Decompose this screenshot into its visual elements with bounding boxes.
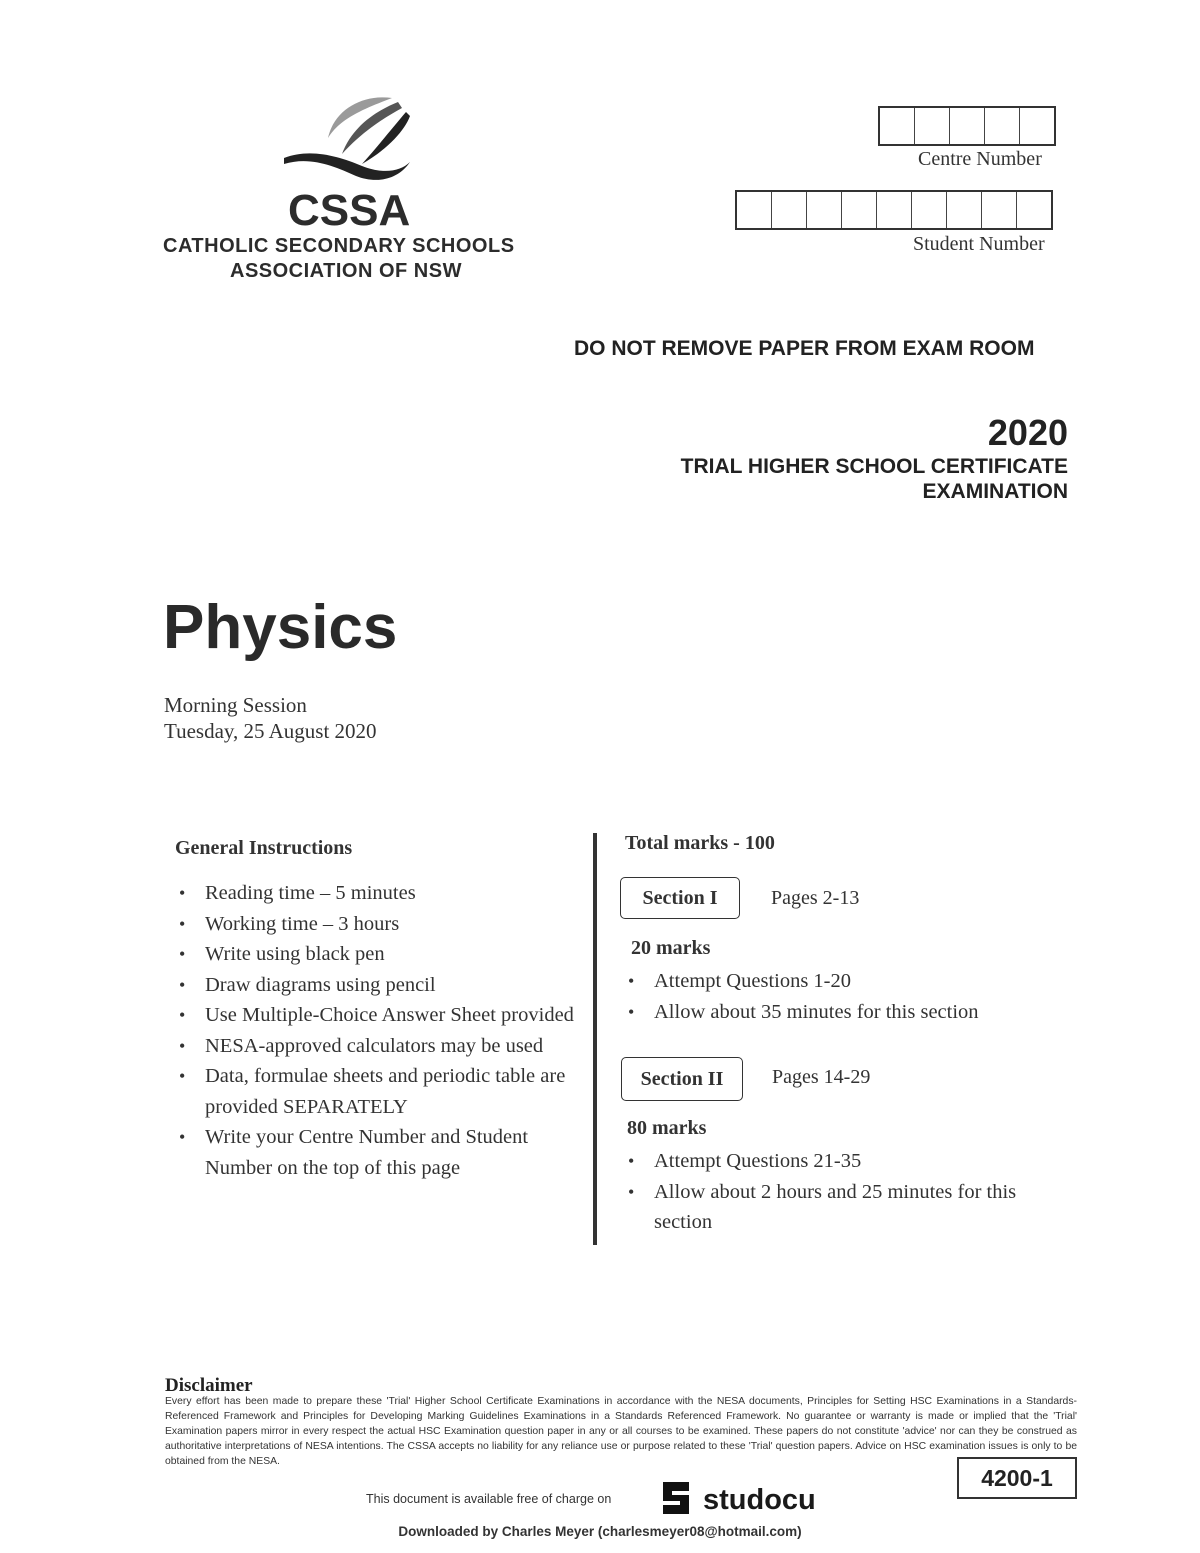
- centre-number-digit[interactable]: [950, 108, 985, 144]
- instruction-item: • Draw diagrams using pencil: [175, 970, 585, 1001]
- section-instruction-item: • Attempt Questions 21-35: [624, 1146, 1054, 1177]
- instruction-item: • NESA-approved calculators may be used: [175, 1031, 585, 1062]
- column-divider: [593, 833, 597, 1245]
- cssa-logo-icon: [282, 92, 414, 192]
- centre-number-digit[interactable]: [880, 108, 915, 144]
- org-abbreviation: CSSA: [288, 186, 411, 235]
- instruction-item: • Write using black pen: [175, 939, 585, 970]
- student-number-digit[interactable]: [982, 192, 1017, 228]
- section-1-marks: 20 marks: [631, 937, 711, 959]
- section-1-label: Section I: [620, 877, 740, 919]
- student-number-digit[interactable]: [912, 192, 947, 228]
- section-instruction-item: • Allow about 35 minutes for this section: [624, 997, 1044, 1028]
- section-2-label: Section II: [621, 1057, 743, 1101]
- download-attribution: Downloaded by Charles Meyer (charlesmeyer08@hotmail.com): [398, 1524, 802, 1539]
- instruction-item: • Reading time – 5 minutes: [175, 878, 585, 909]
- student-number-boxes[interactable]: [735, 190, 1053, 230]
- centre-number-digit[interactable]: [1020, 108, 1054, 144]
- student-number-label: Student Number: [913, 233, 1045, 255]
- section-2-pages: Pages 14-29: [772, 1066, 871, 1088]
- centre-number-digit[interactable]: [915, 108, 950, 144]
- student-number-digit[interactable]: [1017, 192, 1051, 228]
- paper-code: 4200-1: [957, 1457, 1077, 1499]
- section-1-instructions: [624, 966, 1044, 1027]
- centre-number-digit[interactable]: [985, 108, 1020, 144]
- section-1-pages: Pages 2-13: [771, 887, 860, 909]
- studocu-icon: [655, 1478, 697, 1523]
- student-number-digit[interactable]: [947, 192, 982, 228]
- general-instructions-heading: General Instructions: [175, 837, 353, 859]
- total-marks: Total marks - 100: [625, 832, 775, 854]
- section-2-marks: 80 marks: [627, 1117, 707, 1139]
- studocu-brand-name: studocu: [703, 1484, 816, 1516]
- disclaimer-heading: Disclaimer: [165, 1375, 253, 1396]
- centre-number-boxes[interactable]: [878, 106, 1056, 146]
- student-number-digit[interactable]: [772, 192, 807, 228]
- section-2-instructions: [624, 1146, 1054, 1238]
- student-number-digit[interactable]: [737, 192, 772, 228]
- exam-title-line2: EXAMINATION: [922, 480, 1068, 503]
- student-number-digit[interactable]: [807, 192, 842, 228]
- instruction-item: • Write your Centre Number and Student Number on the top of this page: [175, 1122, 585, 1183]
- section-instruction-item: • Allow about 2 hours and 25 minutes for this section: [624, 1177, 1054, 1238]
- exam-session: Morning Session: [164, 693, 307, 717]
- centre-number-label: Centre Number: [918, 148, 1042, 170]
- student-number-digit[interactable]: [877, 192, 912, 228]
- section-instruction-item: • Attempt Questions 1-20: [624, 966, 1044, 997]
- exam-year: 2020: [987, 412, 1068, 453]
- instruction-item: • Data, formulae sheets and periodic table are provided SEPARATELY: [175, 1061, 585, 1122]
- studocu-logo[interactable]: [655, 1478, 816, 1523]
- exam-title-line1: TRIAL HIGHER SCHOOL CERTIFICATE: [680, 455, 1068, 478]
- student-number-digit[interactable]: [842, 192, 877, 228]
- subject-title: Physics: [163, 593, 398, 662]
- availability-text: This document is available free of charge on: [366, 1492, 612, 1506]
- instruction-item: • Use Multiple-Choice Answer Sheet provided: [175, 1000, 585, 1031]
- instruction-item: • Working time – 3 hours: [175, 909, 585, 940]
- org-name-line1: CATHOLIC SECONDARY SCHOOLS: [163, 235, 515, 257]
- exam-room-notice: DO NOT REMOVE PAPER FROM EXAM ROOM: [574, 337, 1035, 360]
- disclaimer-text: Every effort has been made to prepare these 'Trial' Higher School Certificate Examinations in accordance with the NESA documents, Principles for Setting HSC Examinations in a Standards-Referenced Framework and Principles for Developing Marking Guidelines Examinations in a Standards Referenced Framework. No guarantee or warranty is made or implied that the 'Trial' Examination papers mirror in every respect the actual HSC Examination question paper in any or all courses to be examined. These papers do not constitute 'advice' nor can they be construed as authoritative interpretations of NESA intentions. The CSSA accepts no liability for any reliance use or purpose related to these 'Trial' question papers. Advice on HSC examination issues is only to be obtained from the NESA.: [165, 1396, 1077, 1467]
- org-name-line2: ASSOCIATION OF NSW: [230, 260, 462, 282]
- exam-date: Tuesday, 25 August 2020: [164, 719, 377, 743]
- general-instructions-list: [175, 878, 585, 1183]
